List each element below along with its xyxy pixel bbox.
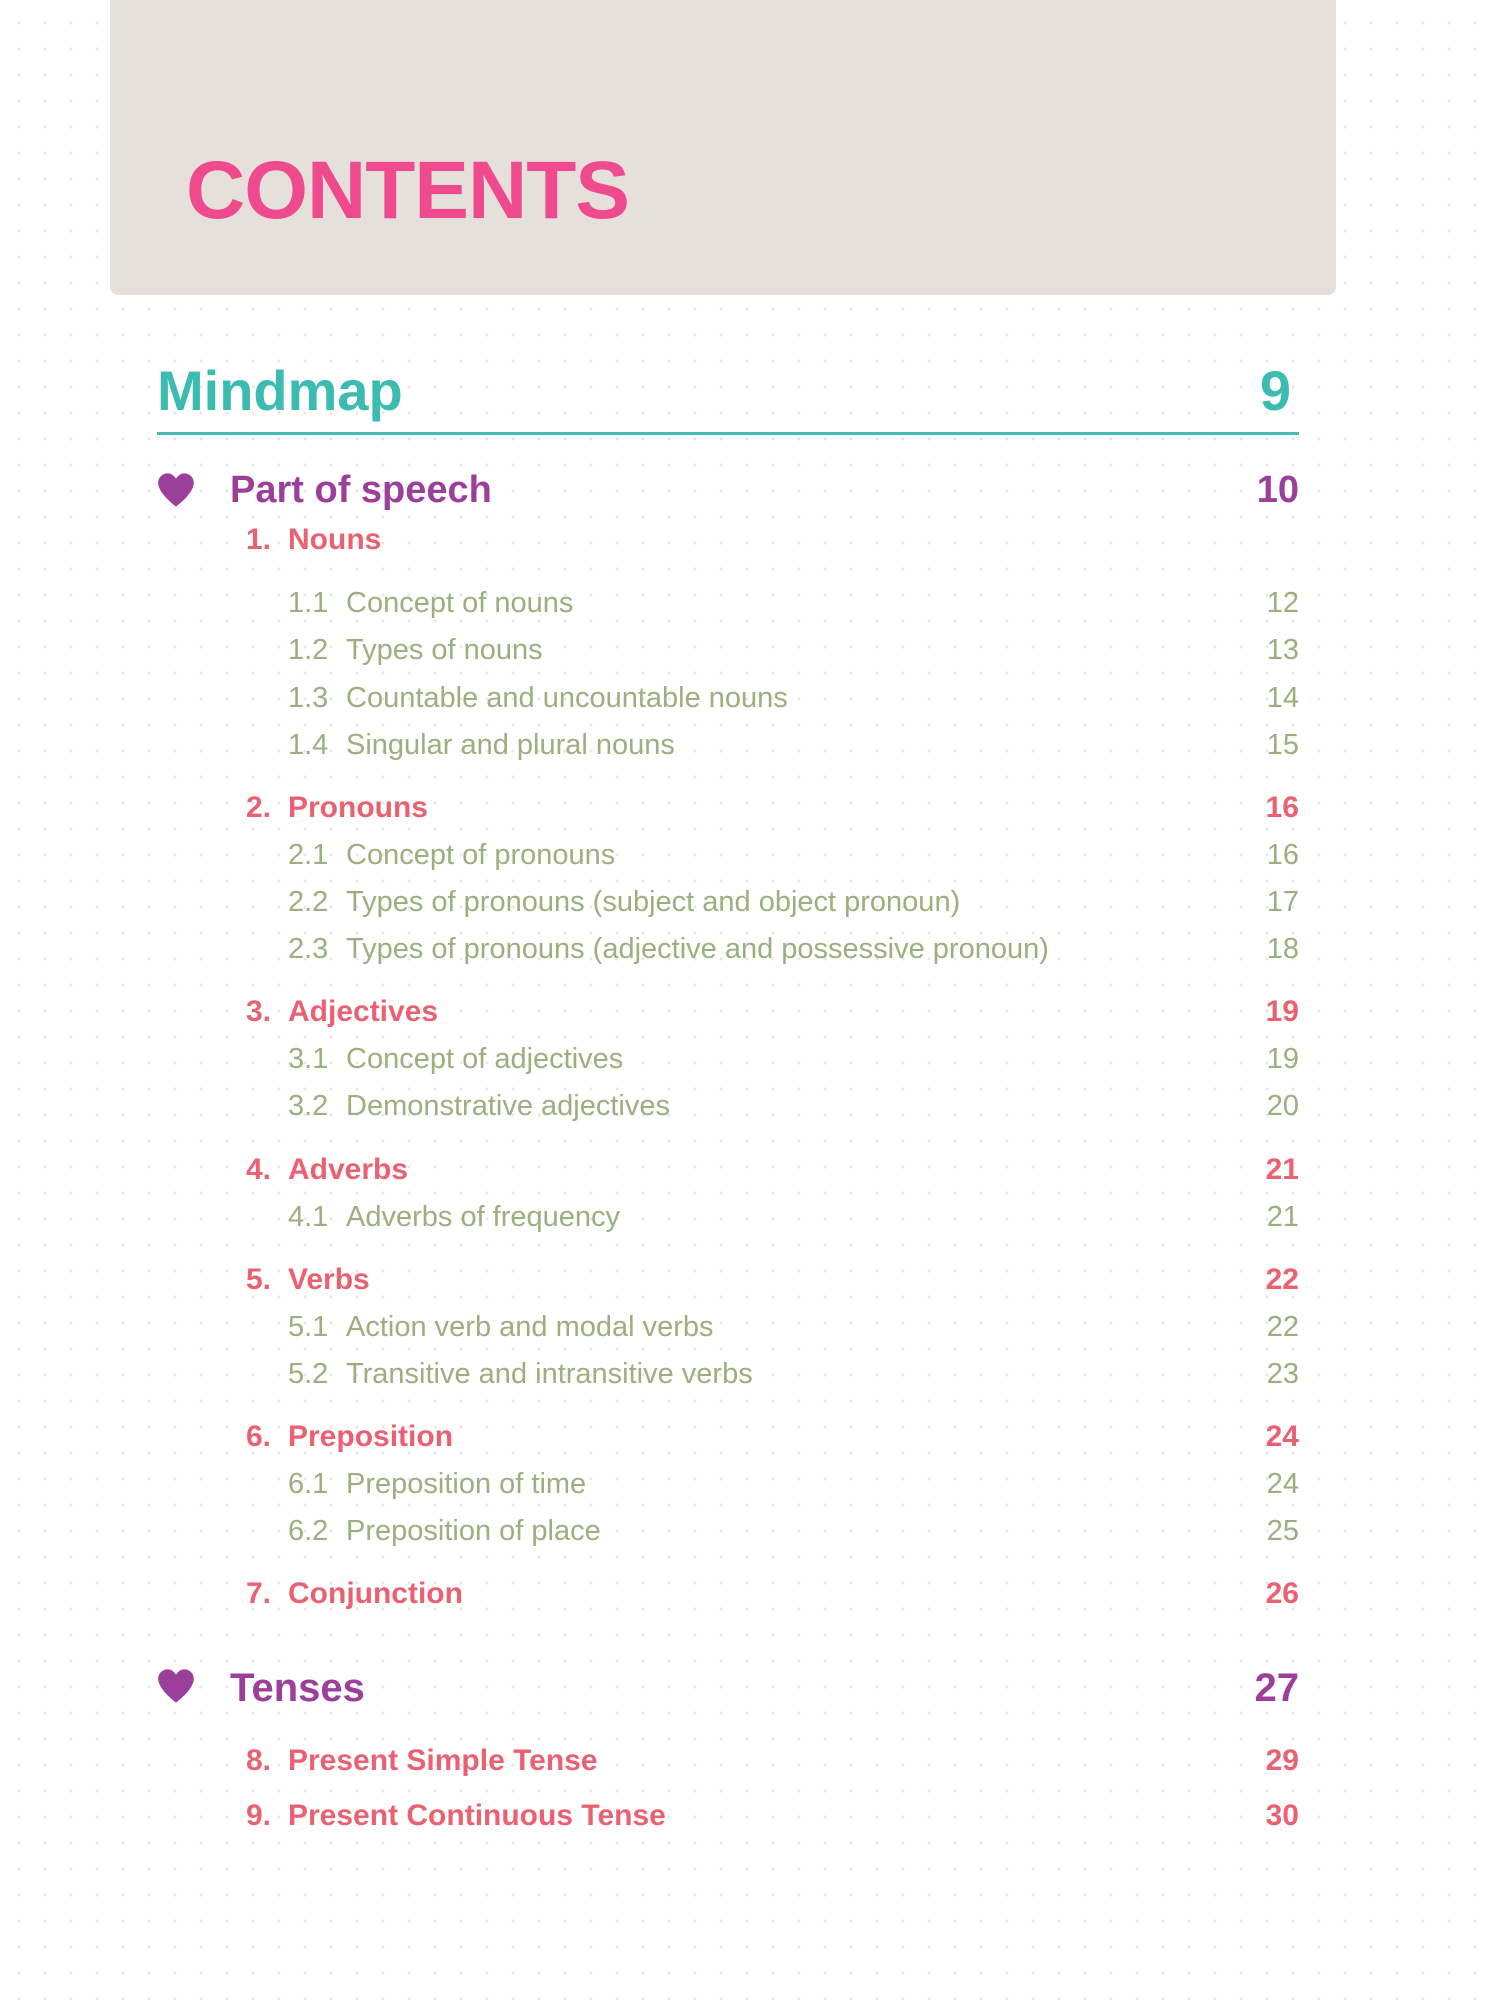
toc-subsection[interactable] xyxy=(0,1357,1496,1393)
toc-section-number: 9. xyxy=(246,1799,272,1832)
toc-section-title: Conjunction xyxy=(288,1577,463,1610)
toc-part-title: Part of speech xyxy=(230,469,492,511)
toc-subsection-number: 3.1 xyxy=(288,1043,329,1075)
toc-part-title: Tenses xyxy=(230,1666,365,1710)
toc-subsection-title: Transitive and intransitive verbs xyxy=(346,1358,753,1390)
toc-section-title: Adverbs xyxy=(288,1153,409,1186)
toc-section-number: 1. xyxy=(246,523,272,556)
toc-section-page: 22 xyxy=(1265,1263,1299,1296)
toc-subsection-page: 17 xyxy=(1266,886,1299,918)
toc-section-page: 21 xyxy=(1265,1153,1299,1186)
toc-section-present-continuous[interactable] xyxy=(0,1798,1496,1836)
toc-subsection-number: 6.1 xyxy=(288,1468,329,1500)
toc-part-page: 10 xyxy=(1256,469,1299,511)
header-panel xyxy=(110,0,1336,295)
toc-subsection-number: 6.2 xyxy=(288,1515,329,1547)
toc-subsection-page: 25 xyxy=(1266,1515,1299,1547)
toc-section-title: Nouns xyxy=(288,523,382,556)
toc-section-adverbs[interactable] xyxy=(0,1152,1496,1190)
toc-subsection-title: Singular and plural nouns xyxy=(346,729,675,761)
toc-subsection-title: Preposition of place xyxy=(346,1515,601,1547)
toc-part-page: 27 xyxy=(1254,1666,1299,1710)
toc-section-page: 29 xyxy=(1265,1744,1299,1777)
toc-part-part-of-speech[interactable] xyxy=(0,468,1496,516)
heart-icon xyxy=(157,1668,195,1704)
toc-subsection-page: 23 xyxy=(1266,1358,1299,1390)
toc-subsection-number: 4.1 xyxy=(288,1201,329,1233)
toc-subsection-number: 1.2 xyxy=(288,634,329,666)
toc-section-page: 16 xyxy=(1265,791,1299,824)
toc-subsection-title: Types of pronouns (adjective and possessive pronoun) xyxy=(346,933,1049,965)
toc-subsection[interactable] xyxy=(0,1310,1496,1346)
toc-subsection[interactable] xyxy=(0,633,1496,669)
toc-subsection[interactable] xyxy=(0,1089,1496,1125)
toc-subsection-page: 20 xyxy=(1266,1090,1299,1122)
toc-subsection-title: Concept of pronouns xyxy=(346,839,616,871)
toc-subsection[interactable] xyxy=(0,728,1496,764)
toc-section-title: Adjectives xyxy=(288,995,439,1028)
toc-subsection-number: 5.2 xyxy=(288,1358,329,1390)
toc-subsection-title: Concept of adjectives xyxy=(346,1043,624,1075)
toc-section-title: Pronouns xyxy=(288,791,428,824)
toc-subsection[interactable] xyxy=(0,838,1496,874)
toc-subsection-number: 2.3 xyxy=(288,933,329,965)
toc-part-tenses[interactable] xyxy=(0,1664,1496,1712)
toc-section-number: 2. xyxy=(246,791,272,824)
toc-subsection-number: 1.1 xyxy=(288,587,329,619)
toc-section-page: 26 xyxy=(1265,1577,1299,1610)
toc-subsection-number: 1.4 xyxy=(288,729,329,761)
toc-section-number: 6. xyxy=(246,1420,272,1453)
toc-section-number: 5. xyxy=(246,1263,272,1296)
toc-subsection-page: 22 xyxy=(1266,1311,1299,1343)
toc-section-title: Present Continuous Tense xyxy=(288,1799,666,1832)
toc-section-number: 4. xyxy=(246,1153,272,1186)
toc-subsection-number: 2.2 xyxy=(288,886,329,918)
toc-subsection[interactable] xyxy=(0,1514,1496,1550)
toc-subsection[interactable] xyxy=(0,885,1496,921)
toc-section-page: 19 xyxy=(1265,995,1299,1028)
toc-subsection-number: 3.2 xyxy=(288,1090,329,1122)
toc-subsection-page: 13 xyxy=(1266,634,1299,666)
toc-section-verbs[interactable] xyxy=(0,1262,1496,1300)
toc-section-title: Verbs xyxy=(288,1263,370,1296)
toc-section-number: 7. xyxy=(246,1577,272,1610)
toc-section-number: 8. xyxy=(246,1744,272,1777)
toc-subsection[interactable] xyxy=(0,681,1496,717)
toc-subsection-title: Demonstrative adjectives xyxy=(346,1090,670,1122)
toc-subsection[interactable] xyxy=(0,932,1496,968)
toc-subsection-title: Types of pronouns (subject and object pronoun) xyxy=(346,886,961,918)
toc-section-adjectives[interactable] xyxy=(0,994,1496,1032)
toc-entry-page: 9 xyxy=(1259,359,1291,422)
toc-section-present-simple[interactable] xyxy=(0,1743,1496,1781)
toc-subsection-title: Countable and uncountable nouns xyxy=(346,682,788,714)
toc-entry-title: Mindmap xyxy=(157,359,403,422)
toc-entry-mindmap[interactable] xyxy=(157,358,1299,435)
toc-subsection-number: 5.1 xyxy=(288,1311,329,1343)
toc-subsection-page: 12 xyxy=(1266,587,1299,619)
toc-subsection-page: 24 xyxy=(1266,1468,1299,1500)
toc-subsection-title: Types of nouns xyxy=(346,634,543,666)
toc-subsection-title: Adverbs of frequency xyxy=(346,1201,621,1233)
toc-section-conjunction[interactable] xyxy=(0,1576,1496,1614)
toc-subsection-page: 21 xyxy=(1266,1201,1299,1233)
toc-section-title: Present Simple Tense xyxy=(288,1744,598,1777)
toc-section-pronouns[interactable] xyxy=(0,790,1496,828)
toc-subsection-title: Concept of nouns xyxy=(346,587,574,619)
toc-subsection-page: 19 xyxy=(1266,1043,1299,1075)
toc-subsection-page: 18 xyxy=(1266,933,1299,965)
toc-subsection-title: Action verb and modal verbs xyxy=(346,1311,714,1343)
heart-icon xyxy=(157,472,195,508)
toc-subsection[interactable] xyxy=(0,586,1496,622)
toc-section-number: 3. xyxy=(246,995,272,1028)
toc-section-preposition[interactable] xyxy=(0,1419,1496,1457)
toc-subsection-number: 2.1 xyxy=(288,839,329,871)
toc-section-title: Preposition xyxy=(288,1420,454,1453)
toc-subsection-page: 15 xyxy=(1266,729,1299,761)
page-title: CONTENTS xyxy=(186,145,629,236)
toc-subsection-page: 16 xyxy=(1266,839,1299,871)
toc-subsection-page: 14 xyxy=(1266,682,1299,714)
toc-section-page: 30 xyxy=(1265,1799,1299,1832)
toc-subsection[interactable] xyxy=(0,1467,1496,1503)
toc-subsection-title: Preposition of time xyxy=(346,1468,587,1500)
toc-section-nouns[interactable] xyxy=(0,522,1496,560)
toc-section-page: 24 xyxy=(1265,1420,1299,1453)
toc-subsection[interactable] xyxy=(0,1200,1496,1236)
toc-subsection[interactable] xyxy=(0,1042,1496,1078)
toc-subsection-number: 1.3 xyxy=(288,682,329,714)
